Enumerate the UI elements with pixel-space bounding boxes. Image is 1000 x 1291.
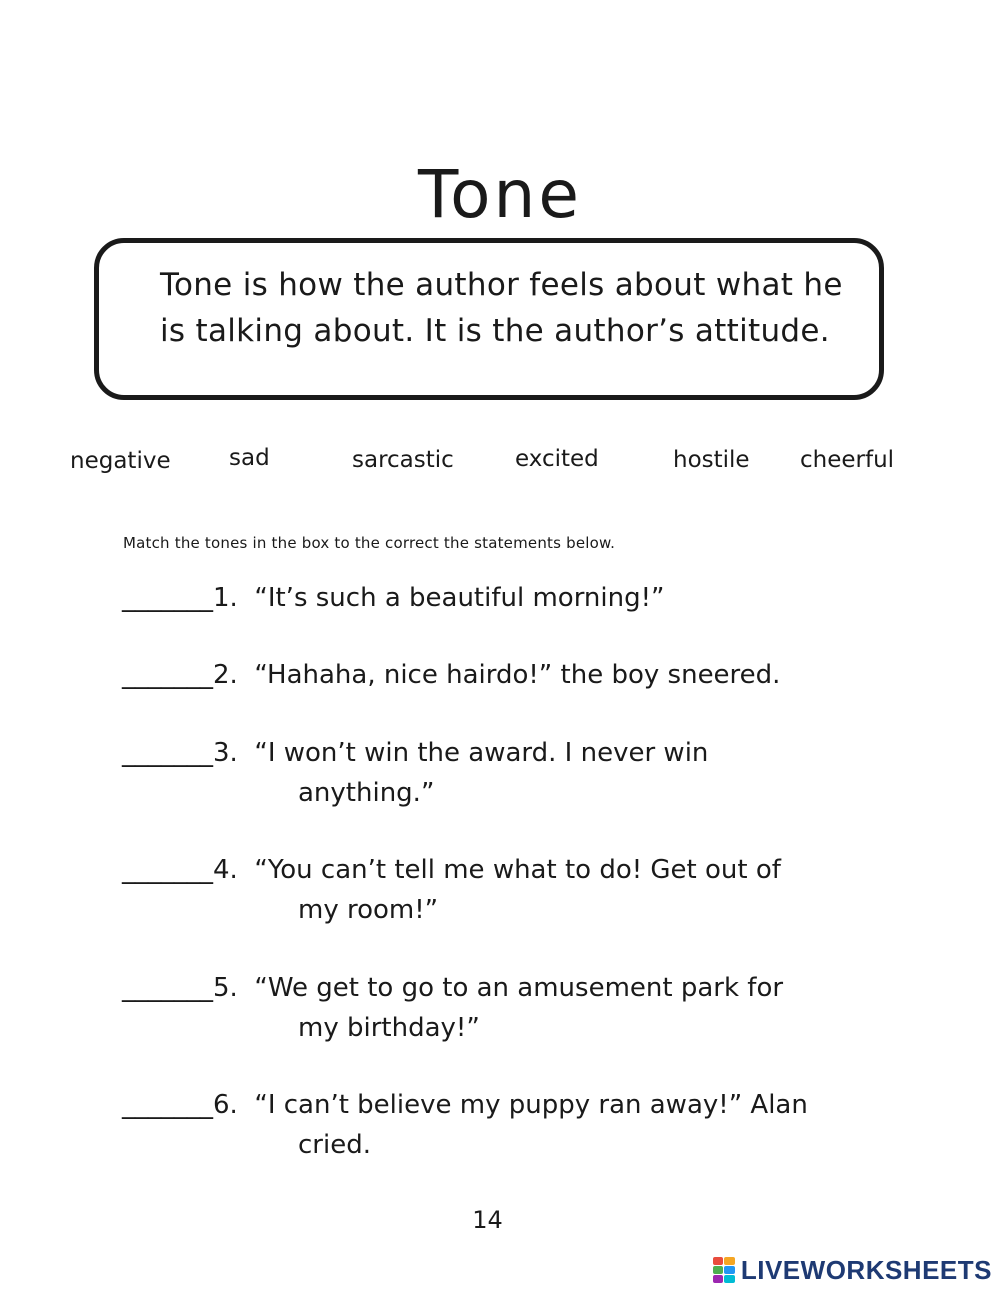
answer-blank[interactable]: _______: [122, 855, 213, 885]
logo-mark-cell: [713, 1257, 724, 1265]
tone-word-cheerful: cheerful: [800, 447, 895, 473]
item-statement: “Hahaha, nice hairdo!” the boy sneered.: [254, 660, 781, 690]
item-statement: “You can’t tell me what to do! Get out of: [254, 855, 781, 885]
item-number: 1.: [213, 583, 238, 613]
liveworksheets-logo[interactable]: [713, 1255, 992, 1285]
logo-mark-icon: [713, 1257, 735, 1283]
item-number: 2.: [213, 660, 238, 690]
item-number: 6.: [213, 1090, 238, 1120]
tone-word-hostile: hostile: [673, 447, 750, 473]
item-statement-continued: my birthday!”: [298, 1013, 480, 1043]
logo-text: LIVEWORKSHEETS: [740, 1254, 992, 1285]
question-item: [122, 1085, 808, 1165]
instructions: Match the tones in the box to the correct the statements below.: [123, 534, 616, 552]
item-statement: “I can’t believe my puppy ran away!” Alan: [254, 1090, 808, 1120]
question-item: [122, 968, 783, 1048]
tone-word-sarcastic: sarcastic: [352, 447, 454, 473]
item-statement-continued: my room!”: [298, 895, 439, 925]
answer-blank[interactable]: _______: [122, 738, 213, 768]
item-number: 5.: [213, 973, 238, 1003]
question-item: [122, 850, 781, 930]
answer-blank[interactable]: _______: [122, 1090, 213, 1120]
item-number: 4.: [213, 855, 238, 885]
logo-mark-cell: [724, 1257, 735, 1265]
item-statement-continued: cried.: [298, 1130, 371, 1160]
question-item: [122, 733, 708, 813]
logo-mark-cell: [713, 1266, 724, 1274]
logo-mark-cell: [713, 1275, 724, 1283]
answer-blank[interactable]: _______: [122, 973, 213, 1003]
answer-blank[interactable]: _______: [122, 583, 213, 613]
item-statement: “We get to go to an amusement park for: [254, 973, 784, 1003]
item-statement-continued: anything.”: [298, 778, 435, 808]
tone-word-excited: excited: [515, 446, 599, 472]
logo-mark-cell: [724, 1266, 735, 1274]
question-item: [122, 578, 665, 618]
item-statement: “I won’t win the award. I never win: [254, 738, 709, 768]
page-title: Tone: [418, 156, 582, 234]
logo-mark-cell: [724, 1275, 735, 1283]
tone-word-negative: negative: [70, 448, 171, 474]
page-number: 14: [472, 1206, 503, 1234]
tone-word-sad: sad: [229, 445, 270, 471]
item-statement: “It’s such a beautiful morning!”: [254, 583, 665, 613]
item-number: 3.: [213, 738, 238, 768]
answer-blank[interactable]: _______: [122, 660, 213, 690]
definition-text: Tone is how the author feels about what he is talking about. It is the author’s attitude.: [160, 267, 843, 349]
question-item: [122, 655, 780, 695]
